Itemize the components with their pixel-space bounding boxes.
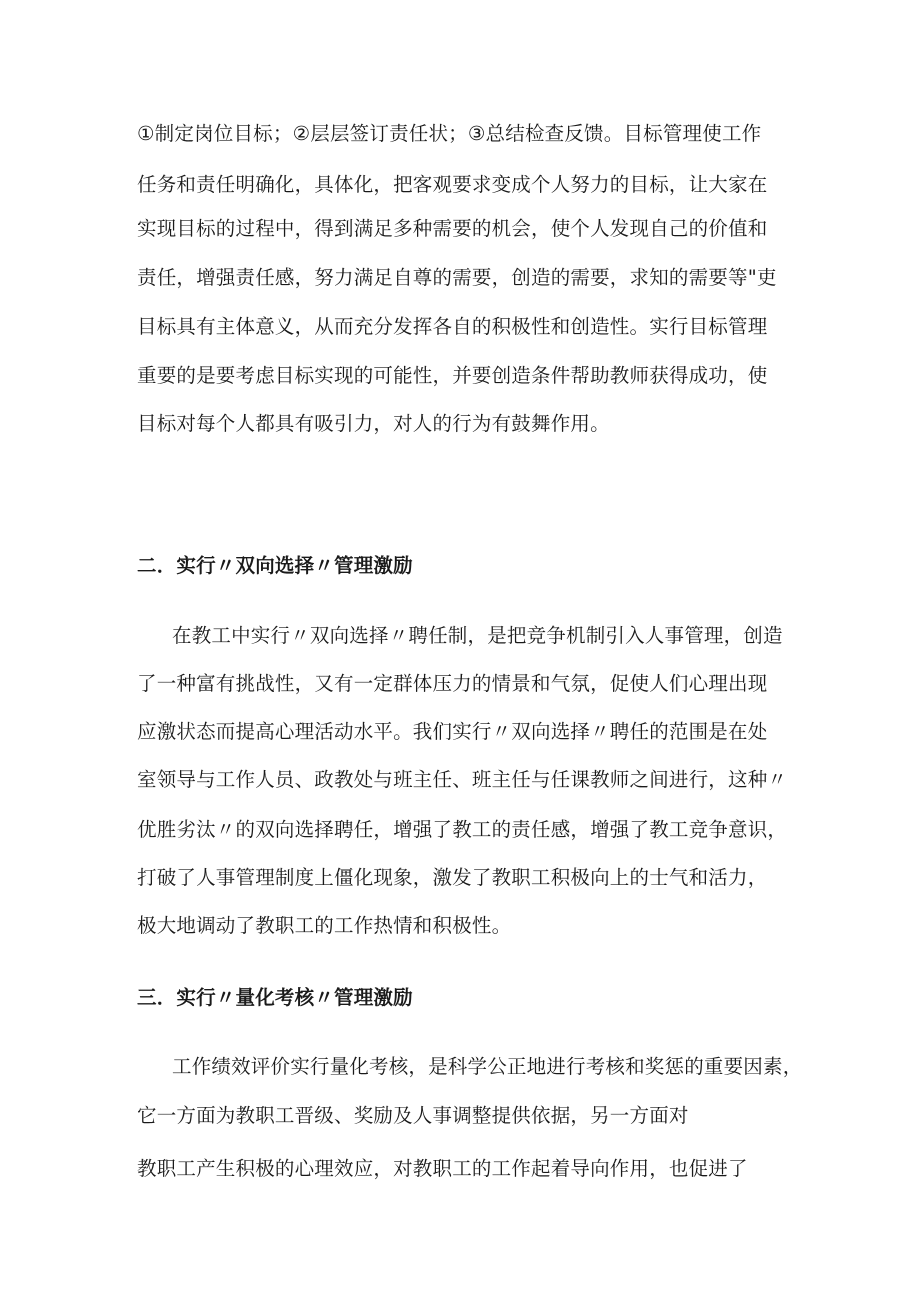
section-3-line-2: 它一方面为教职工晋级、奖励及人事调整提供依据，另一方面对 xyxy=(137,1104,689,1127)
section-2-line-3: 应激状态而提高心理活动水平。我们实行〃双向选择〃聘任的范围是在处 xyxy=(137,720,768,743)
section-2-line-2: 了一种富有挑战性，又有一定群体压力的情景和气氛，促使人们心理出现 xyxy=(137,672,768,695)
section-2-line-4: 室领导与工作人员、政教处与班主任、班主任与任课教师之间进行，这种〃 xyxy=(137,768,788,791)
section-2-line-1: 在教工中实行〃双向选择〃聘任制，是把竞争机制引入人事管理，创造 xyxy=(172,624,783,647)
section-3-line-3: 教职工产生积极的心理效应，对教职工的工作起着导向作用，也促进了 xyxy=(137,1157,748,1180)
section-3-line-1: 工作绩效评价实行量化考核，是科学公正地进行考核和奖惩的重要因素， xyxy=(172,1055,803,1078)
section-2-line-6: 打破了人事管理制度上僵化现象，激发了教职工积极向上的士气和活力， xyxy=(137,866,768,889)
section-2-line-5: 优胜劣汰〃的双向选择聘任，增强了教工的责任感，增强了教工竞争意识， xyxy=(137,818,788,841)
paragraph-1-line-5: 目标具有主体意义，从而充分发挥各自的积极性和创造性。实行目标管理 xyxy=(137,315,768,338)
paragraph-1-line-4: 责任，增强责任感，努力满足自尊的需要，创造的需要，求知的需要等"吏 xyxy=(137,266,777,289)
section-2-heading: 二．实行〃双向选择〃管理激励 xyxy=(137,554,413,577)
paragraph-1-line-2: 任务和责任明确化，具体化，把客观要求变成个人努力的目标，让大家在 xyxy=(137,173,768,196)
section-2-line-7: 极大地调动了教职工的工作热情和积极性。 xyxy=(137,914,512,937)
paragraph-1-line-3: 实现目标的过程中，得到满足多种需要的机会，使个人发现自己的价值和 xyxy=(137,217,768,240)
section-3-heading: 三．实行〃量化考核〃管理激励 xyxy=(137,986,413,1009)
paragraph-1-line-7: 目标对每个人都具有吸引力，对人的行为有鼓舞作用。 xyxy=(137,412,610,435)
paragraph-1-line-1: ①制定岗位目标；②层层签订责任状；③总结检查反馈。目标管理使工作 xyxy=(137,122,762,145)
paragraph-1-line-6: 重要的是要考虑目标实现的可能性，并要创造条件帮助教师获得成功，使 xyxy=(137,364,768,387)
